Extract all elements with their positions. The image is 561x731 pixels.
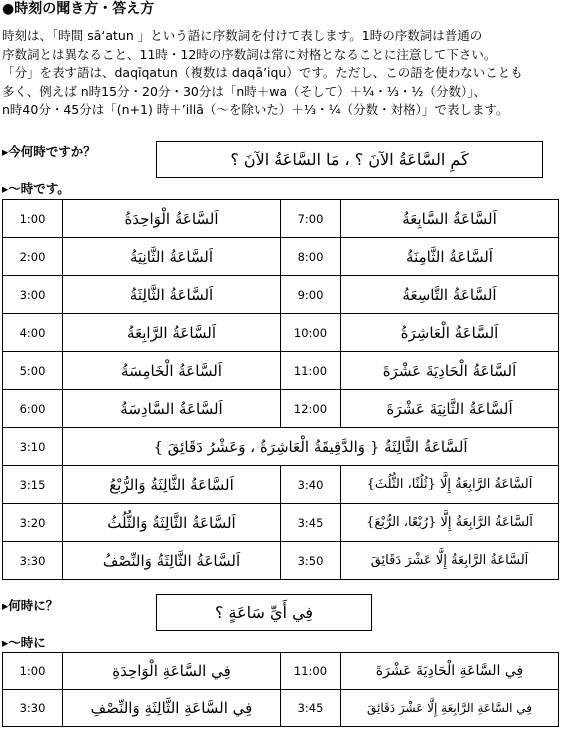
table-row [3, 690, 559, 727]
time-cell: 11:00 [281, 653, 341, 690]
arabic-cell: اَلسَّاعَةُ السَّابِعَةُ [341, 200, 559, 238]
time-cell: 3:15 [3, 466, 63, 504]
arabic-cell: اَلسَّاعَةُ الْخَامِسَةُ [63, 352, 281, 390]
time-cell: 3:50 [281, 542, 341, 580]
arabic-cell: اَلسَّاعَةُ الثَّالِثَةُ وَالثُّلُثُ [63, 504, 281, 542]
time-cell: 12:00 [281, 390, 341, 428]
arabic-cell: اَلسَّاعَةُ الرَّابِعَةُ إِلَّا {رُبْعًا، الرُّبْعَ} [341, 504, 559, 542]
intro-paragraph [2, 27, 558, 120]
table-row [3, 238, 559, 276]
intro-line: 多く、例えば n時15分・20分・30分は「n時＋wa（そして）＋¼・⅓・½（分数）」、 [2, 83, 487, 99]
arabic-cell: اَلسَّاعَةُ الثَّالِثَةُ وَالنِّصْفُ [63, 542, 281, 580]
at-time-table [2, 652, 559, 727]
arabic-cell: اَلسَّاعَةُ الرَّابِعَةُ إِلَّا عَشْرَ دَقَائِقَ [341, 542, 559, 580]
time-cell: 3:30 [3, 542, 63, 580]
time-cell: 5:00 [3, 352, 63, 390]
arabic-cell: فِي السَّاعَةِ الرَّابِعَةِ إِلَّا عَشْرَ دَقَائِقَ [341, 690, 559, 727]
time-cell: 2:00 [3, 238, 63, 276]
table-row [3, 542, 559, 580]
table-row [3, 466, 559, 504]
intro-line: 序数詞とは異なること、11時・12時の序数詞は常に対格となることに注意して下さい。 [2, 46, 497, 62]
time-cell: 11:00 [281, 352, 341, 390]
hours-table [2, 199, 559, 580]
time-cell: 1:00 [3, 653, 63, 690]
time-cell: 3:10 [3, 428, 63, 466]
arabic-cell: اَلسَّاعَةُ الثَّانِيَةَ عَشْرَةَ [341, 390, 559, 428]
time-cell: 7:00 [281, 200, 341, 238]
arabic-cell: اَلسَّاعَةُ الرَّابِعَةُ [63, 314, 281, 352]
time-cell: 6:00 [3, 390, 63, 428]
question-heading: ▸今何時ですか？ [2, 144, 96, 159]
question-heading: ▸何時に？ [2, 598, 59, 613]
time-cell: 8:00 [281, 238, 341, 276]
table-row [3, 504, 559, 542]
time-cell: 3:20 [3, 504, 63, 542]
arabic-cell: فِي السَّاعَةِ الثَّالِثَةِ وَالنِّصْفِ [63, 690, 281, 727]
intro-line: n時40分・45分は「(n+1) 時＋’illā（～を除いた）＋⅓・¼（分数・対格）」で表します。 [2, 102, 509, 118]
arabic-cell: فِي السَّاعَةِ الْوَاحِدَةِ [63, 653, 281, 690]
arabic-cell: اَلسَّاعَةُ الثَّالِثَةُ [63, 276, 281, 314]
arabic-cell: اَلسَّاعَةُ الثَّالِثَةُ { وَالدَّقِيقَةُ الْعَاشِرَةُ ، وَعَشْرُ دَقَائِقَ } [63, 428, 559, 466]
table-row [3, 276, 559, 314]
arabic-cell: اَلسَّاعَةُ الْعَاشِرَةُ [341, 314, 559, 352]
table-row [3, 428, 559, 466]
time-cell: 10:00 [281, 314, 341, 352]
table-row [3, 314, 559, 352]
intro-line: 時刻は、「時間 sā‘atun 」という語に序数詞を付けて表します。1時の序数詞は普通の [2, 28, 483, 43]
arabic-cell: اَلسَّاعَةُ السَّادِسَةُ [63, 390, 281, 428]
question-arabic-box: فِي أَيِّ سَاعَةٍ ؟ [156, 594, 372, 631]
time-cell: 3:45 [281, 690, 341, 727]
arabic-cell: اَلسَّاعَةُ الْوَاحِدَةُ [63, 200, 281, 238]
arabic-cell: اَلسَّاعَةُ الثَّانِيَةُ [63, 238, 281, 276]
answer-heading: ▸～時に [2, 635, 46, 650]
time-cell: 3:00 [3, 276, 63, 314]
time-cell: 9:00 [281, 276, 341, 314]
arabic-cell: فِي السَّاعَةِ الْحَادِيَةَ عَشْرَةَ [341, 653, 559, 690]
page-title: ●時刻の聞き方・答え方 [2, 1, 155, 17]
table-row [3, 352, 559, 390]
time-cell: 3:30 [3, 690, 63, 727]
table-row [3, 390, 559, 428]
answer-heading: ▸～時です。 [2, 181, 70, 196]
time-cell: 1:00 [3, 200, 63, 238]
table-row [3, 653, 559, 690]
time-cell: 3:45 [281, 504, 341, 542]
arabic-cell: اَلسَّاعَةُ التَّاسِعَةُ [341, 276, 559, 314]
time-cell: 4:00 [3, 314, 63, 352]
question-arabic-box: كَمِ السَّاعَةُ الآنَ ؟ ، مَا السَّاعَةُ الآنَ ؟ [156, 141, 543, 178]
table-row [3, 200, 559, 238]
intro-line: 「分」を表す語は、daqīqatun（複数は daqā’iqu）です。ただし、この語を使わないことも [2, 65, 523, 81]
time-cell: 3:40 [281, 466, 341, 504]
arabic-cell: اَلسَّاعَةُ الرَّابِعَةُ إِلَّا {ثُلُثًا، الثُّلُثَ} [341, 466, 559, 504]
arabic-cell: اَلسَّاعَةُ الثَّالِثَةُ وَالرُّبْعُ [63, 466, 281, 504]
arabic-cell: اَلسَّاعَةُ الثَّامِنَةُ [341, 238, 559, 276]
arabic-cell: اَلسَّاعَةُ الْحَادِيَةَ عَشْرَةَ [341, 352, 559, 390]
